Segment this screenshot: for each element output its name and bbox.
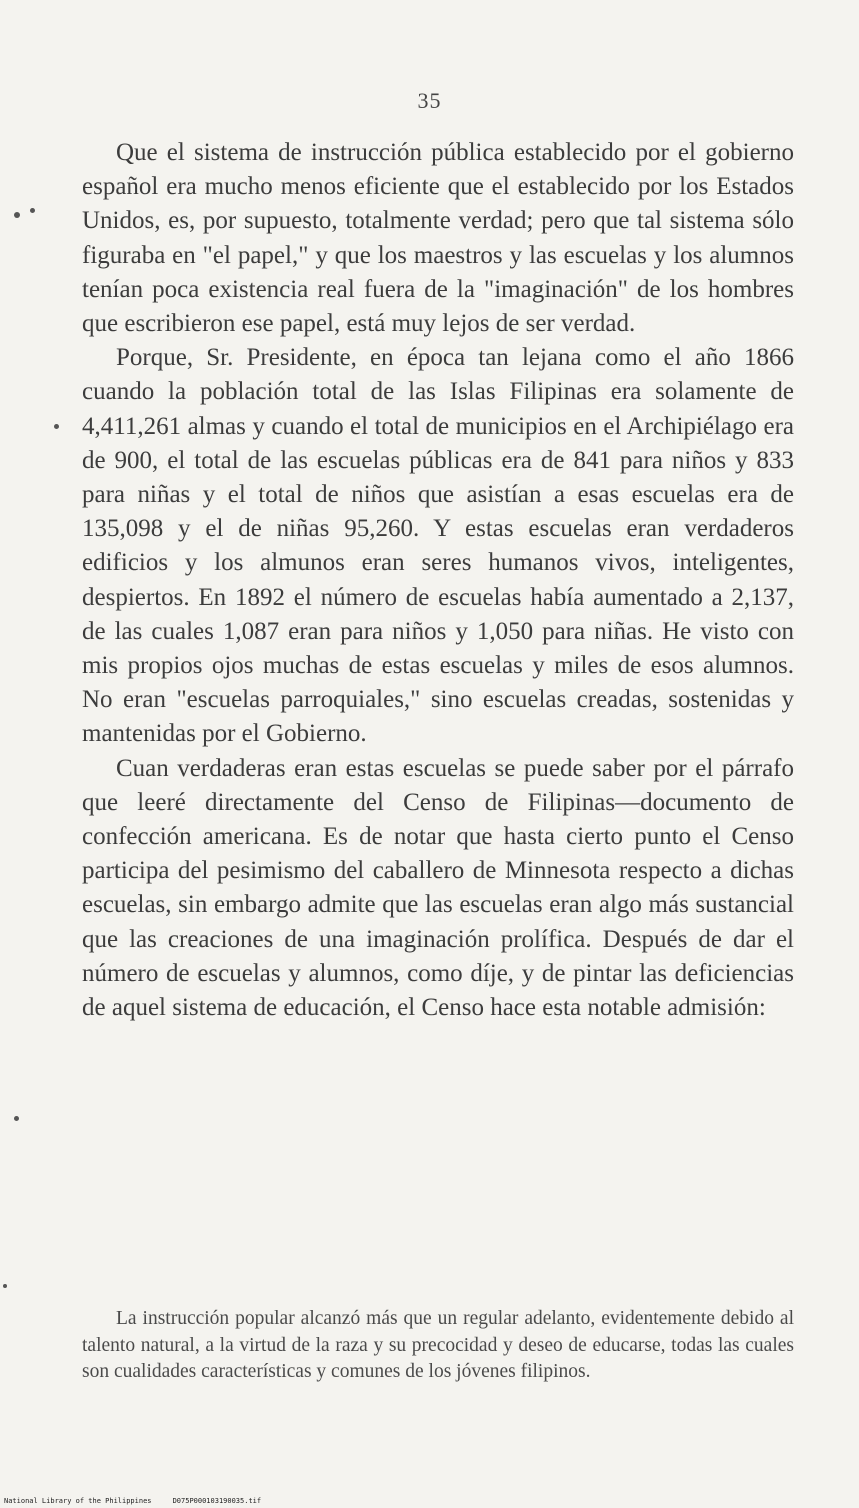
scan-footer (4, 1497, 261, 1505)
footer-file-id: D075P000103190035.tif (172, 1497, 262, 1505)
body-text (82, 136, 794, 1025)
paragraph-1: Que el sistema de instrucción pública establecido por el gobierno español era mucho menos eficiente que el establecido por los Estados Unidos, es, por supuesto, totalmente verdad; pero que tal sistema sólo figuraba en "el papel," y que los maestros y las escuelas y los alumnos tenían poca existencia real fuera de la "imaginación" de los hombres que escribieron ese papel, está muy lejos de ser verdad. (82, 139, 794, 338)
margin-mark (30, 208, 35, 213)
margin-mark (14, 1116, 19, 1121)
margin-mark (3, 1284, 7, 1288)
page-number: 35 (417, 88, 442, 113)
quote-text: La instrucción popular alcanzó más que un regular adelanto, evidentemente debido al talento natural, a la virtud de la raza y su precocidad y deseo de educarse, todas las cuales son cualidades características y comunes de los jóvenes filipinos. (82, 1308, 794, 1382)
margin-mark (14, 212, 20, 218)
paragraph-3: Cuan verdaderas eran estas escuelas se puede saber por el párrafo que leeré directamente del Censo de Filipinas—documento de confección americana. Es de notar que hasta cierto punto el Censo participa del pesimismo del caballero de Minnesota respecto a dichas escuelas, sin embargo admite que las escuelas eran algo más sustancial que las creaciones de una imaginación prolífica. Después de dar el número de escuelas y alumnos, como díje, y de pintar las deficiencias de aquel sistema de educación, el Censo hace esta notable admisión: (82, 754, 794, 1022)
paragraph-2: Porque, Sr. Presidente, en época tan lejana como el año 1866 cuando la población total de las Islas Filipinas era solamente de 4,411,261 almas y cuando el total de municipios en el Archipiélago era de 900, el total de las escuelas públicas era de 841 para niños y 833 para niñas y el total de niños que asistían a esas escuelas era de 135,098 y el de niñas 95,260. Y estas escuelas eran verdaderos edificios y los almunos eran seres humanos vivos, inteligentes, despiertos. En 1892 el número de escuelas había aumentado a 2,137, de las cuales 1,087 eran para niños y 1,050 para niñas. He visto con mis propios ojos muchas de estas escuelas y miles de esos alumnos. No eran "escuelas parroquiales," sino escuelas creadas, sostenidas y mantenidas por el Gobierno. (82, 344, 794, 748)
census-quote (82, 1306, 794, 1386)
margin-mark (54, 424, 59, 429)
footer-archive: National Library of the Philippines (4, 1497, 152, 1505)
